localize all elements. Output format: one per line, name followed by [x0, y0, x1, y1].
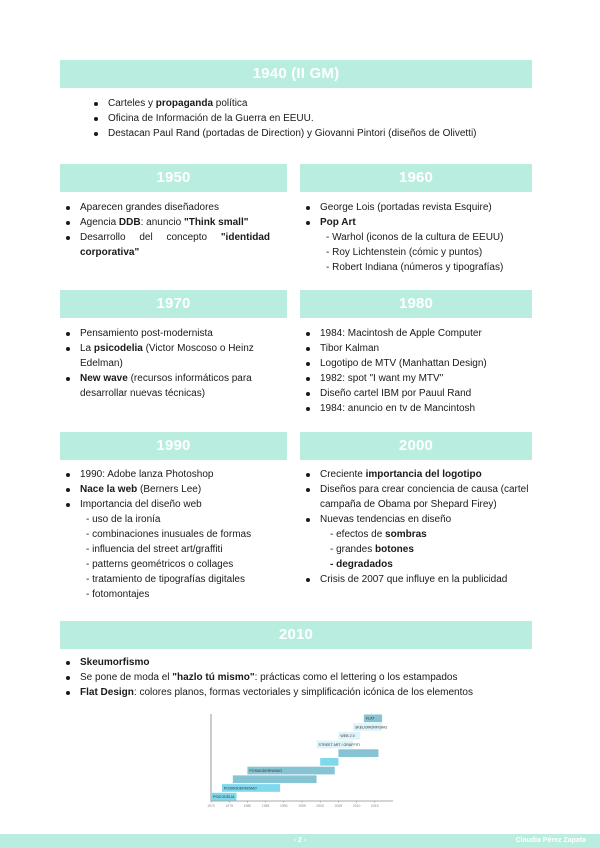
x-tick-label: 2015 [371, 804, 379, 808]
section-2000-list [300, 467, 532, 587]
bar-label: WEB 2.0 [340, 734, 355, 739]
section-2000-header: 2000 [300, 432, 532, 460]
bar-label: POSMODERNISMO [223, 786, 257, 791]
list-item: Aparecen grandes diseñadores [60, 200, 270, 215]
list-item: Crisis de 2007 que influye en la publicidad [300, 572, 532, 587]
x-tick-label: 1970 [207, 804, 215, 808]
timeline-bar [233, 775, 317, 783]
x-tick-label: 1990 [280, 804, 288, 808]
list-subitem: - fotomontajes [86, 589, 150, 600]
section-1990-list [60, 467, 287, 602]
x-tick-label: 1985 [261, 804, 270, 808]
section-1980-header: 1980 [300, 290, 532, 318]
list-item: 1984: anuncio en tv de Mancintosh [300, 401, 532, 416]
list-item: Oficina de Información de la Guerra en EEUU. [88, 111, 528, 126]
list-item: Logotipo de MTV (Manhattan Design) [300, 356, 532, 371]
page-footer [0, 834, 600, 848]
page-number: - 2 - [293, 837, 307, 844]
list-subitem: - Roy Lichtenstein (cómic y puntos) [326, 247, 483, 258]
section-2010-list [60, 655, 532, 700]
list-item: Agencia DDB: anuncio "Think small" [60, 215, 270, 230]
bar-label: STREET ART / GRAFFITI [318, 742, 360, 747]
list-subitem: - Robert Indiana (números y tipografías) [326, 262, 504, 273]
section-1960-header: 1960 [300, 164, 532, 192]
list-item: 1982: spot "I want my MTV" [300, 371, 532, 386]
list-subitem: - combinaciones inusuales de formas [86, 529, 252, 540]
list-item: George Lois (portadas revista Esquire) [300, 200, 532, 215]
list-subitem: - efectos de sombras [330, 529, 427, 540]
list-subitem: - influencia del street art/graffiti [86, 544, 223, 555]
list-subitem: - Warhol (iconos de la cultura de EEUU) [326, 232, 504, 243]
timeline-chart [203, 710, 396, 812]
author-name: Claudia Pérez Zapata [515, 837, 586, 844]
list-item: Destacan Paul Rand (portadas de Direction) y Giovanni Pintori (diseños de Olivetti) [88, 126, 528, 141]
list-item: Nace la web (Berners Lee) [60, 482, 287, 497]
section-1970-header: 1970 [60, 290, 287, 318]
timeline-bar [338, 749, 378, 757]
x-tick-label: 1980 [243, 804, 252, 808]
list-item: Importancia del diseño web [60, 497, 287, 512]
x-tick-label: 2005 [334, 804, 343, 808]
section-1970-list [60, 326, 256, 401]
x-tick-label: 1995 [298, 804, 306, 808]
list-item: Nuevas tendencias en diseño [300, 512, 532, 527]
x-tick-label: 2010 [352, 804, 361, 808]
list-item: Flat Design: colores planos, formas vectoriales y simplificación icónica de los elementos [60, 685, 532, 700]
list-item: Pensamiento post-modernista [60, 326, 256, 341]
bar-label: SKEUOMORFISMO [354, 725, 388, 730]
list-item: Pop Art [300, 215, 532, 230]
list-item: Skeumorfismo [60, 655, 532, 670]
list-item: New wave (recursos informáticos para desarrollar nuevas técnicas) [60, 371, 256, 401]
list-subitem: - uso de la ironía [86, 514, 161, 525]
list-item: Se pone de moda el "hazlo tú mismo": prácticas como el lettering o los estampados [60, 670, 532, 685]
list-subitem: - tratamiento de tipografías digitales [86, 574, 245, 585]
list-item: 1990: Adobe lanza Photoshop [60, 467, 287, 482]
section-1990-header: 1990 [60, 432, 287, 460]
section-1960-list [300, 200, 532, 275]
list-item: Diseño cartel IBM por Pauul Rand [300, 386, 532, 401]
section-1940-list [88, 96, 528, 141]
timeline-bar [320, 758, 338, 766]
list-subitem: - degradados [330, 559, 393, 570]
list-item: Creciente importancia del logotipo [300, 467, 532, 482]
list-item: La psicodelia (Victor Moscoso o Heinz Edelman) [60, 341, 256, 371]
section-1950-list [60, 200, 270, 260]
bar-label: PSICODELIA [213, 794, 235, 799]
section-1950-header: 1950 [60, 164, 287, 192]
list-item: Desarrollo del concepto "identidad corporativa" [60, 230, 270, 260]
section-1940-header: 1940 (II GM) [60, 60, 532, 88]
list-subitem: - grandes botones [330, 544, 414, 555]
bar-label: FLAT [365, 716, 375, 721]
list-item: Carteles y propaganda política [88, 96, 528, 111]
list-item: 1984: Macintosh de Apple Computer [300, 326, 532, 341]
bar-label: POSMODERNISMO [249, 768, 283, 773]
x-tick-label: 1975 [225, 804, 233, 808]
section-2010-header: 2010 [60, 621, 532, 649]
x-tick-label: 2000 [316, 804, 324, 808]
section-1980-list [300, 326, 532, 416]
list-subitem: - patterns geométricos o collages [86, 559, 234, 570]
list-item: Tibor Kalman [300, 341, 532, 356]
list-item: Diseños para crear conciencia de causa (cartel campaña de Obama por Shepard Firey) [300, 482, 532, 512]
